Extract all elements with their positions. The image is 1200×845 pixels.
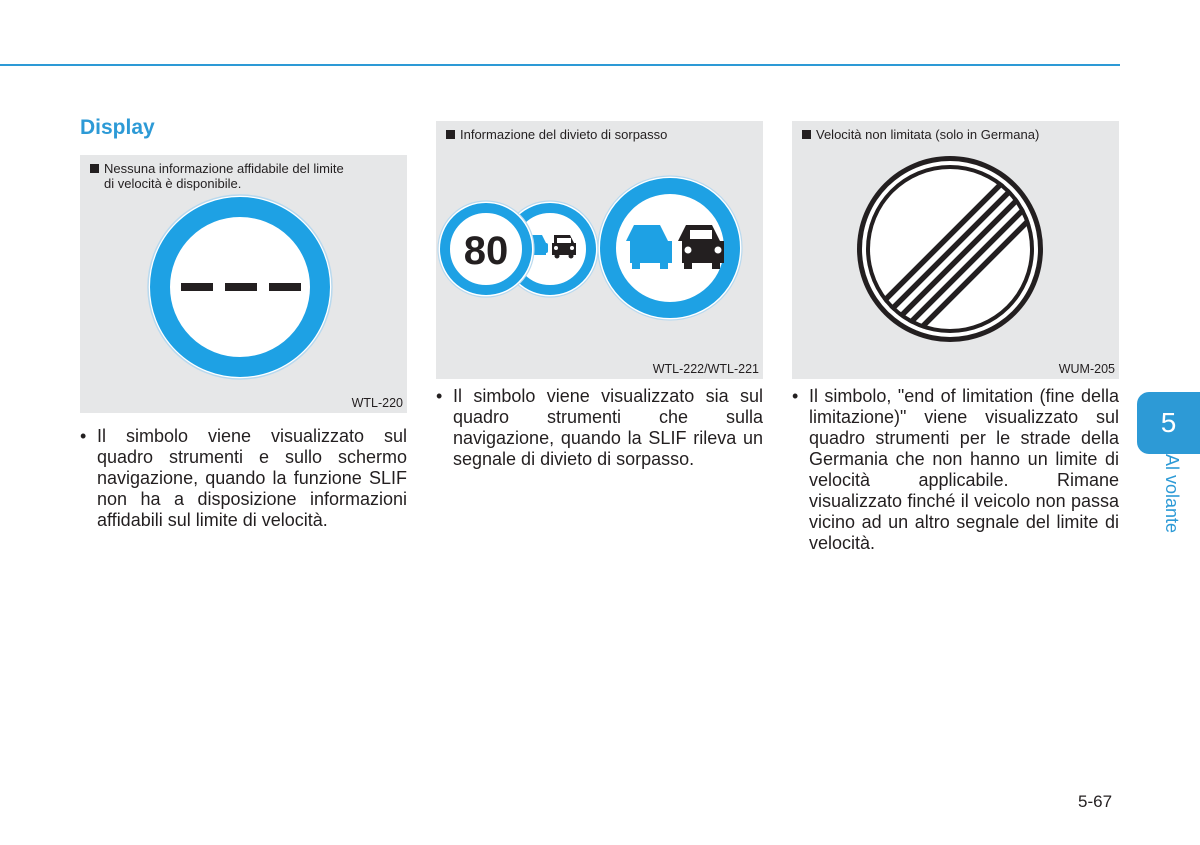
page-number: 5-67 [1078, 792, 1113, 811]
paragraph-no-speed-info [80, 426, 407, 531]
figure-code: WTL-222/WTL-221 [652, 362, 759, 376]
top-rule [0, 64, 1120, 66]
no-speed-info-sign-icon [80, 155, 407, 413]
figure-no-overtaking [436, 121, 763, 379]
bullet: • [80, 426, 87, 446]
chapter-label [1162, 448, 1182, 548]
paragraph-text: Il simbolo viene visualizzato sia sul quadro strumenti che sulla navigazione, quando la SLIF rileva un segnale di divieto di sorpasso. [453, 386, 763, 469]
section-title: Display [80, 116, 155, 139]
figure-code: WUM-205 [1058, 362, 1115, 376]
caption-line-1: Informazione del divieto di sorpasso [460, 127, 668, 142]
figure-code: WTL-220 [351, 396, 403, 410]
paragraph-text: Il simbolo, "end of limitation (fine della limitazione)" viene visualizzato sul quadro strumenti per le strade della Germania che non hanno un limite di velocità applicabile. Rimane visualizzato finché il veicolo non passa vicino ad un altro segnale del limite di velocità. [809, 386, 1119, 553]
large-no-overtaking-sign-icon [598, 176, 742, 320]
caption-line-2: di velocità è disponibile. [104, 176, 242, 191]
paragraph-end-of-limitation [792, 386, 1119, 554]
bullet: • [792, 386, 799, 406]
caption-line-1: Nessuna informazione affidabile del limite [104, 161, 344, 176]
chapter-label-text: Al volante [1162, 454, 1182, 534]
no-overtaking-signs-icon [436, 121, 763, 379]
bullet: • [436, 386, 443, 406]
figure-no-speed-info [80, 155, 407, 413]
chapter-number-tab: 5 [1137, 392, 1200, 454]
paragraph-text: Il simbolo viene visualizzato sul quadro strumenti e sullo schermo navigazione, quando la funzione SLIF non ha a disposizione informazioni affidabili sul limite di velocità. [97, 426, 407, 530]
figure-unlimited-speed [792, 121, 1119, 379]
end-of-limitation-sign-icon [792, 121, 1119, 379]
speed-limit-value: 80 [463, 229, 509, 273]
caption-line-1: Velocità non limitata (solo in Germana) [816, 127, 1040, 142]
speed-limit-sign-icon [438, 201, 534, 297]
paragraph-no-overtaking [436, 386, 763, 470]
